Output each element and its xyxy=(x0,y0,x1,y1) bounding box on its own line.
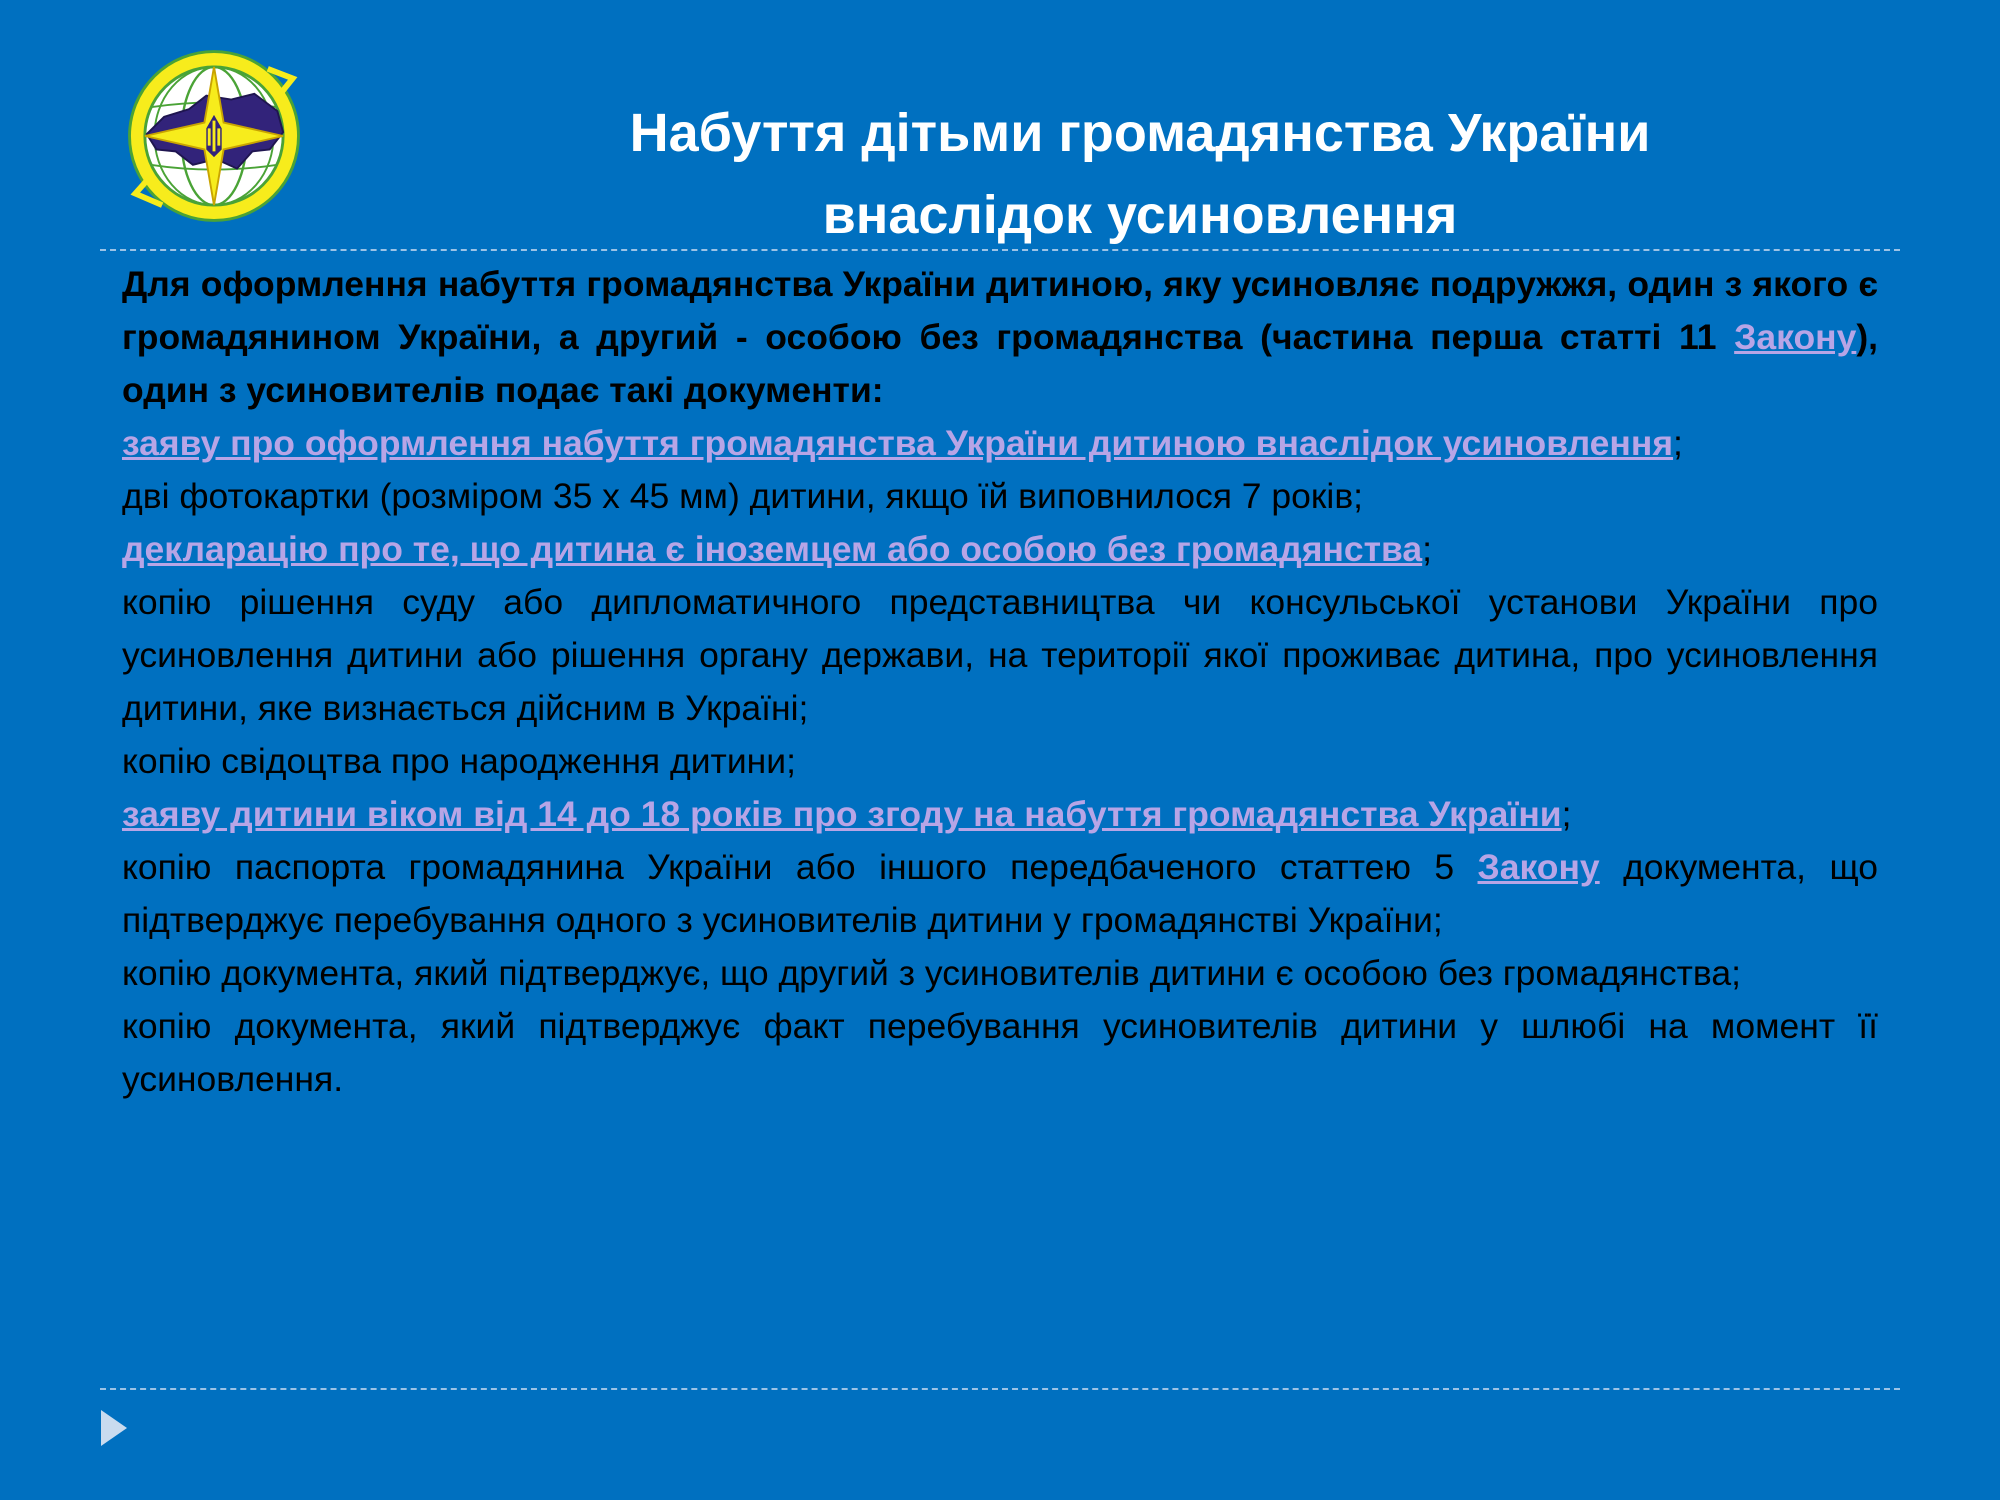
list-item-text-end: документа, що підтверджує перебування одного з усиновителів дитини у громадянстві України; xyxy=(122,847,1878,940)
list-item-tail: ; xyxy=(1561,794,1572,834)
list-item: копію документа, який підтверджує, що другий з усиновителів дитини є особою без громадянства; xyxy=(122,953,1741,993)
list-item: дві фотокартки (розміром 35 х 45 мм) дитини, якщо їй виповнилося 7 років; xyxy=(122,476,1364,516)
list-item-tail: ; xyxy=(1673,423,1683,463)
list-item xyxy=(122,417,1878,470)
page-title-line-1: Набуття дітьми громадянства України xyxy=(629,103,1651,163)
list-item xyxy=(122,788,1878,841)
list-item: копію документа, який підтверджує факт перебування усиновителів дитини у шлюбі на момент її усиновлення. xyxy=(122,1006,1878,1099)
page-title xyxy=(420,92,1860,256)
intro-text-end: ), один з усиновителів подає такі документи: xyxy=(122,317,1878,410)
list-item-tail: ; xyxy=(1422,529,1433,569)
law-link[interactable]: Закону xyxy=(1477,847,1600,887)
child-consent-link[interactable]: заяву дитини віком від 14 до 18 років про згоду на набуття громадянства України xyxy=(122,794,1562,834)
application-form-link[interactable]: заяву про оформлення набуття громадянства України дитиною внаслідок усиновлення xyxy=(122,423,1674,463)
list-item: копію рішення суду або дипломатичного представництва чи консульської установи України про усиновлення дитини або рішення органу держави, на території якої проживає дитина, про усиновлення дитини, яке визнається дійсним в Україні; xyxy=(122,582,1878,728)
list-item xyxy=(122,523,1878,576)
intro-paragraph xyxy=(122,258,1878,417)
list-item xyxy=(122,841,1878,947)
play-arrow-icon[interactable] xyxy=(99,1408,129,1448)
law-link[interactable]: Закону xyxy=(1734,317,1857,357)
list-item-text-start: копію паспорта громадянина України або іншого передбаченого статтею 5 xyxy=(122,847,1478,887)
document-body xyxy=(122,258,1878,1106)
bottom-divider xyxy=(100,1388,1900,1390)
migration-service-emblem-icon xyxy=(118,40,310,232)
intro-text-start: Для оформлення набуття громадянства України дитиною, яку усиновляє подружжя, один з якого є громадянином України, а другий - особою без громадянства (частина перша статті 11 xyxy=(122,264,1878,357)
page-title-line-2: внаслідок усиновлення xyxy=(822,185,1458,245)
list-item: копію свідоцтва про народження дитини; xyxy=(122,741,796,781)
declaration-link[interactable]: декларацію про те, що дитина є іноземцем або особою без громадянства xyxy=(122,529,1423,569)
top-divider xyxy=(100,249,1900,251)
